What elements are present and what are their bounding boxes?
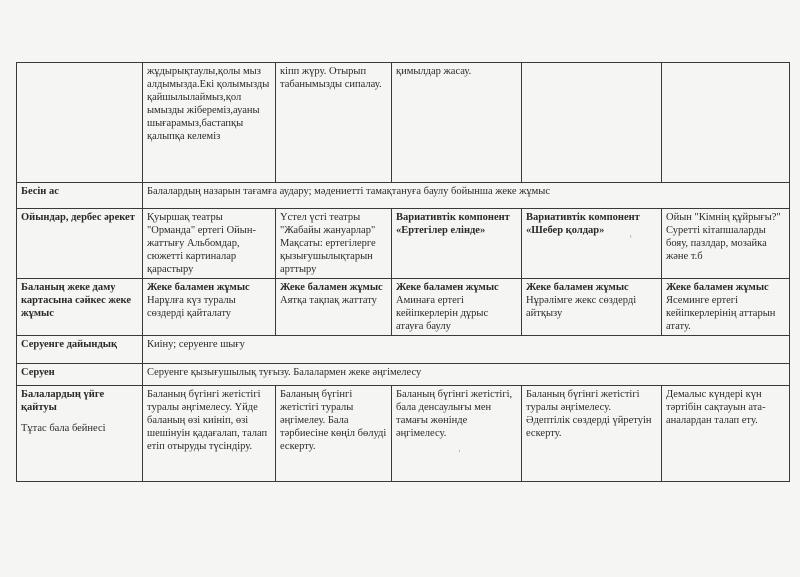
row-label-individual: Баланың жеке даму картасына сәйкес жеке жұмыс: [17, 279, 143, 336]
table-row: [17, 364, 790, 386]
cell-tue: кіпп жүру. Отырып табанымызды сипалау.: [276, 63, 392, 183]
walk-text: Серуенге қызығушылық туғызу. Балалармен жеке әңгімелесу: [143, 364, 790, 386]
home-label: Балалардың үйге қайтуы: [21, 389, 105, 413]
empty-cell: [17, 63, 143, 183]
individual-title: Жеке баламен жұмыс: [396, 282, 499, 293]
table-row: [17, 386, 790, 482]
individual-fri-text: Ясеминге ертегі кейіпкерлерінің аттарын атату.: [666, 295, 776, 332]
games-thu: Вариативтік компонент «Шебер қолдар»: [522, 209, 662, 279]
row-label-lunch: Бесін ас: [17, 183, 143, 209]
empty-cell: [522, 63, 662, 183]
games-fri: Ойын "Кімнің құйрығы?" Суретті кітапшаларды бояу, пазлдар, мозайка және т.б: [662, 209, 790, 279]
lunch-text: Балалардың назарын тағамға аудару; мәдениетті тамақтануға баулу бойынша жеке жұмыс: [143, 183, 790, 209]
individual-tue-text: Аятқа тақпақ жаттату: [280, 295, 377, 306]
row-label-home: [17, 386, 143, 482]
individual-title: Жеке баламен жұмыс: [526, 282, 629, 293]
games-tue: Үстел үсті театры "Жабайы жануарлар" Мақсаты: ертегілерге қызығушылықтарын арттыру: [276, 209, 392, 279]
individual-tue: [276, 279, 392, 336]
table-row: [17, 209, 790, 279]
table-row: [17, 183, 790, 209]
row-label-prep: Серуенге дайындық: [17, 336, 143, 364]
whole-child-label: Тұтас бала бейнесі: [21, 423, 106, 434]
table-row: [17, 279, 790, 336]
individual-title: Жеке баламен жұмыс: [280, 282, 383, 293]
scan-speck: ·: [458, 446, 461, 456]
table-row: [17, 63, 790, 183]
home-fri: Демалыс күндері күн тәртібін сақтауын ата-аналардан талап ету.: [662, 386, 790, 482]
table-row: [17, 336, 790, 364]
row-label-games: Ойындар, дербес әрекет: [17, 209, 143, 279]
games-wed: Вариативтік компонент «Ертегілер елінде»: [392, 209, 522, 279]
individual-thu: [522, 279, 662, 336]
individual-title: Жеке баламен жұмыс: [666, 282, 769, 293]
home-mon: Баланың бүгінгі жетістігі туралы әңгімелесу. Үйде баланың өзі киініп, өзі шешінуін қадағалап, талап етіп отыруды түсіндіру.: [143, 386, 276, 482]
home-tue: Баланың бүгінгі жетістігі туралы әңгімелеу. Бала тәрбиесіне көңіл бөлуді ескерту.: [276, 386, 392, 482]
row-label-walk: Серуен: [17, 364, 143, 386]
home-thu: Баланың бүгінгі жетістігі туралы әңгімелесу. Әдептілік сөздерді үйретуін ескерту.: [522, 386, 662, 482]
scan-speck: ': [630, 234, 632, 244]
empty-cell: [662, 63, 790, 183]
individual-fri: [662, 279, 790, 336]
individual-thu-text: Нұрәлімге жекс сөздерді айтқызу: [526, 295, 637, 319]
individual-mon: [143, 279, 276, 336]
individual-wed-text: Аминаға ертегі кейіпкерлерін дұрыс атауға баулу: [396, 295, 489, 332]
individual-mon-text: Нарұлға күз туралы сөздерді қайталату: [147, 295, 236, 319]
cell-mon: жұдырықтаулы,қолы мыз алдымызда.Екі қолымызды қайшылылаймыз,қол ымызды жібереміз,ауаны шығарамыз,бастапқы қалыпқа келеміз: [143, 63, 276, 183]
individual-title: Жеке баламен жұмыс: [147, 282, 250, 293]
prep-text: Киіну; серуенге шығу: [143, 336, 790, 364]
home-wed: Баланың бүгінгі жетістігі, бала денсаулығы мен тамағы жөнінде әңгімелесу.: [392, 386, 522, 482]
daily-plan-table: [16, 62, 790, 482]
games-mon: Қуыршақ театры "Орманда" ертегі Ойын-жаттығу Альбомдар, сюжетті картиналар қарастыру: [143, 209, 276, 279]
individual-wed: [392, 279, 522, 336]
cell-wed: қимылдар жасау.: [392, 63, 522, 183]
